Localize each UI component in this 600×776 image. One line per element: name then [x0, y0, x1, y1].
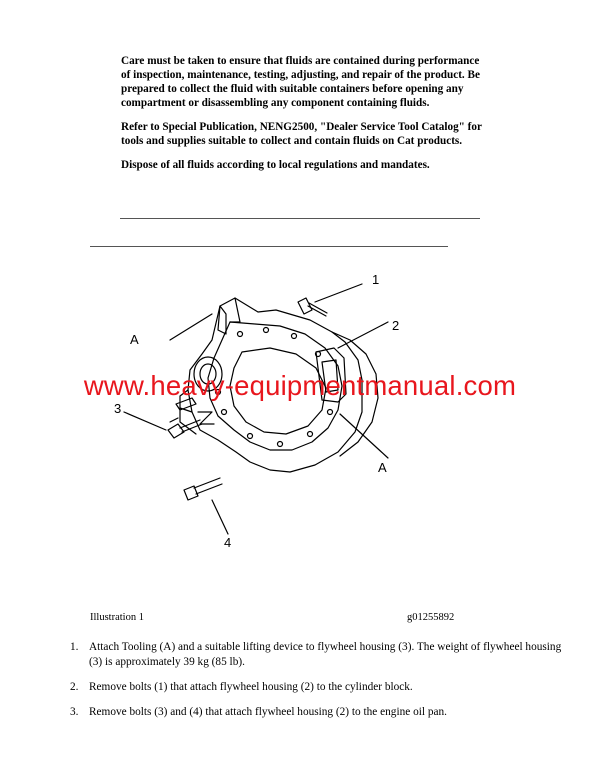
step-text: Remove bolts (1) that attach flywheel housing (2) to the cylinder block.: [89, 681, 413, 693]
procedure-step: [70, 640, 570, 670]
fluid-containment-notice: [121, 54, 491, 182]
notice-bottom-rule: [120, 218, 480, 219]
illustration-caption: Illustration 1: [90, 612, 144, 623]
illustration-top-rule: [90, 246, 448, 247]
procedure-step: [70, 680, 570, 695]
step-number: 2.: [70, 681, 79, 693]
callout-1: 1: [372, 272, 380, 287]
notice-paragraph-1: Care must be taken to ensure that fluids are contained during performance of inspection, maintenance, testing, adjusting, and repair of the product. Be prepared to collect the fluid with suitable containers before opening any compartment or disassembling any component containing fluids.: [121, 55, 480, 109]
notice-paragraph-3: Dispose of all fluids according to local regulations and mandates.: [121, 159, 430, 171]
notice-paragraph-2: Refer to Special Publication, NENG2500, "Dealer Service Tool Catalog" for tools and supplies suitable to collect and contain fluids on Cat products.: [121, 121, 482, 147]
callout-4: 4: [224, 535, 232, 550]
callout-3: 3: [114, 401, 122, 416]
procedure-steps: [70, 640, 570, 730]
callout-2: 2: [392, 318, 400, 333]
flywheel-housing-drawing: [100, 262, 520, 562]
callout-a-bottom: A: [378, 460, 387, 475]
callout-a-top: A: [130, 332, 139, 347]
procedure-step: [70, 705, 570, 720]
illustration-code: g01255892: [407, 612, 455, 623]
website-watermark: www.heavy-equipmentmanual.com: [83, 370, 517, 401]
flywheel-housing-illustration: [100, 262, 520, 562]
step-text: Attach Tooling (A) and a suitable lifting device to flywheel housing (3). The weight of flywheel housing (3) is approximately 39 kg (85 lb).: [89, 641, 562, 668]
step-number: 3.: [70, 706, 79, 718]
step-text: Remove bolts (3) and (4) that attach flywheel housing (2) to the engine oil pan.: [89, 706, 447, 718]
step-number: 1.: [70, 641, 79, 653]
